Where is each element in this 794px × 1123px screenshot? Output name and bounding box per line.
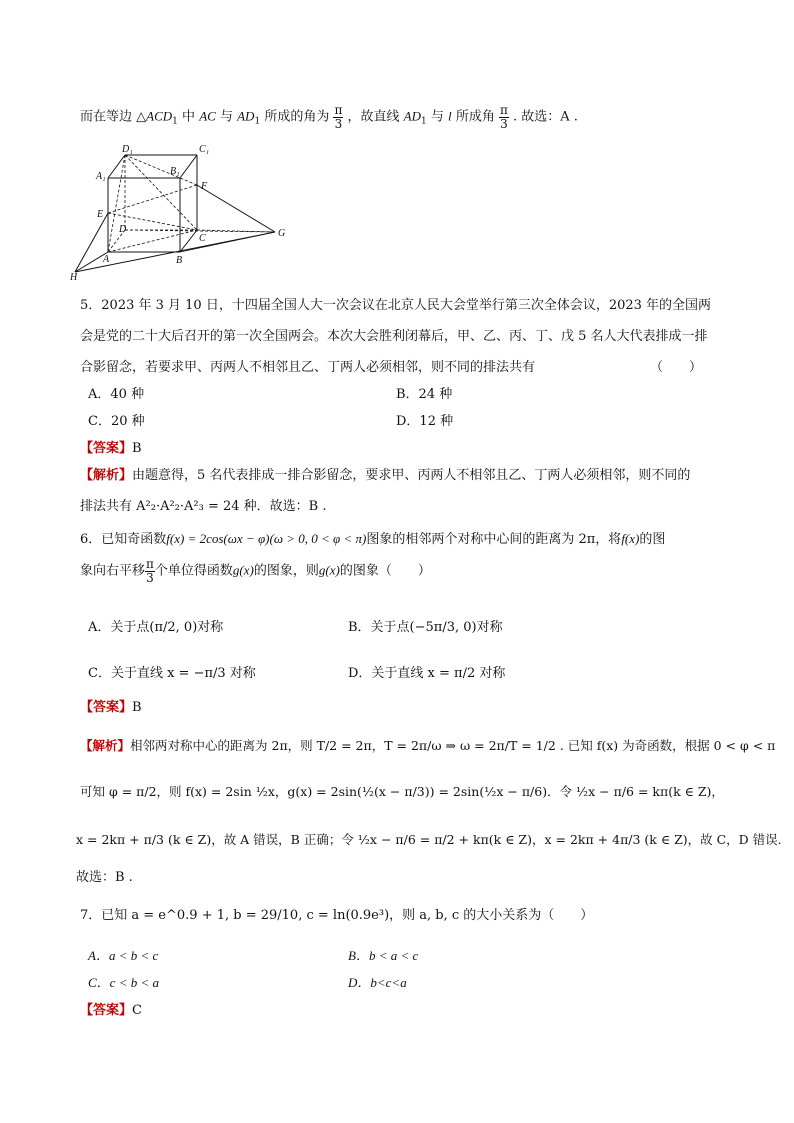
q5-answer: 【答案】B bbox=[80, 441, 142, 456]
label-e: E bbox=[97, 209, 104, 220]
q5-analysis-line2: 排法共有 A²₂·A²₂·A²₃ = 24 种．故选：B . bbox=[80, 499, 327, 514]
label-c1: C₁ bbox=[199, 144, 210, 155]
q7-answer: 【答案】C bbox=[80, 1003, 142, 1018]
q6-option-b: B．关于点(−5π/3, 0)对称 bbox=[348, 620, 503, 635]
q5-analysis-line1: 【解析】由题意得，5 名代表排成一排合影留念，要求甲、丙两人不相邻且乙、丁两人必须相邻，则不同的 bbox=[80, 468, 691, 483]
label-a: A bbox=[103, 254, 110, 265]
q5-option-d: D．12 种 bbox=[396, 414, 454, 429]
q7-line1: 7．已知 a = e^0.9 + 1, b = 29/10, c = ln(0.9e³)，则 a, b, c 的大小关系为（ ） bbox=[80, 908, 594, 923]
label-d1: D₁ bbox=[122, 144, 133, 155]
label-d: D bbox=[119, 224, 127, 235]
q7-option-d: D．b<c<a bbox=[348, 975, 407, 990]
label-f: F bbox=[201, 181, 208, 192]
label-b1: B₁ bbox=[170, 166, 180, 177]
q6-line1: 6．已知奇函数f(x) = 2cos(ωx − φ)(ω > 0, 0 < φ < π)图象的相邻两个对称中心间的距离为 2π，将f(x)的图 bbox=[80, 531, 666, 547]
q7-option-b: B．b < a < c bbox=[348, 948, 419, 963]
q6-analysis-line4: 故选：B . bbox=[76, 870, 133, 885]
label-h: H bbox=[70, 272, 78, 280]
q7-option-a: A．a < b < c bbox=[88, 948, 159, 963]
q6-option-d: D．关于直线 x = π/2 对称 bbox=[348, 666, 506, 681]
q5-line2: 会是党的二十大后召开的第一次全国两会。本次大会胜利闭幕后，甲、乙、丙、丁、戊 5 名人大代表排成一排 bbox=[80, 329, 708, 344]
label-g: G bbox=[278, 228, 286, 239]
label-b: B bbox=[176, 255, 183, 266]
label-c: C bbox=[199, 233, 206, 244]
q5-option-a: A．40 种 bbox=[88, 387, 145, 402]
q5-option-b: B．24 种 bbox=[396, 387, 453, 402]
q5-line3: 合影留念，若要求甲、丙两人不相邻且乙、丁两人必须相邻，则不同的排法共有 bbox=[80, 360, 536, 375]
q6-answer: 【答案】B bbox=[80, 700, 142, 715]
label-a1: A₁ bbox=[96, 171, 106, 182]
fraction: $\frac{\pi}{3}$ bbox=[334, 103, 343, 131]
q5-line1: 5．2023 年 3 月 10 日，十四届全国人大一次会议在北京人民大会堂举行第三次全体会议，2023 年的全国两 bbox=[80, 298, 712, 313]
q6-analysis-line3: x = 2kπ + π/3 (k ∈ Z)，故 A 错误，B 正确；令 ½x − π/6 = π/2 + kπ(k ∈ Z)，x = 2kπ + 4π/3 (k ∈ Z)，故 C，D 错误. bbox=[76, 832, 782, 847]
q6-option-c: C．关于直线 x = −π/3 对称 bbox=[88, 666, 256, 681]
cube-figure bbox=[70, 140, 300, 280]
q7-option-c: C．c < b < a bbox=[88, 975, 159, 990]
intro-line: 而在等边 $\triangle ACD_1$ 中 AC 与 $AD_1$ 所成的角为 $\frac{\pi}{3}$ ，故直线 $AD_1$ 与 l 所成角 $\frac{\pi}{3}$ . 故选：A . bbox=[80, 103, 578, 131]
q6-analysis-line2: 可知 φ = π/2，则 f(x) = 2sin ½x，g(x) = 2sin(½(x − π/3)) = 2sin(½x − π/6)．令 ½x − π/6 = kπ(k ∈ Z)， bbox=[80, 784, 724, 799]
q5-paren: （ ） bbox=[650, 360, 703, 375]
q6-line2: 象向右平移 $\frac{\pi}{3}$ 个单位得函数g(x)的图象，则g(x)的图象（ ） bbox=[80, 557, 431, 585]
q5-option-c: C．20 种 bbox=[88, 414, 145, 429]
fraction: $\frac{\pi}{3}$ bbox=[499, 103, 508, 131]
q6-analysis-line1: 【解析】相邻两对称中心的距离为 2π，则 T/2 = 2π，T = 2π/ω ⇒ ω = 2π/T = 1/2 . 已知 f(x) 为奇函数，根据 0 < φ < π bbox=[80, 738, 776, 753]
fraction: $\frac{\pi}{3}$ bbox=[146, 557, 154, 585]
q6-option-a: A．关于点(π/2, 0)对称 bbox=[88, 620, 224, 635]
